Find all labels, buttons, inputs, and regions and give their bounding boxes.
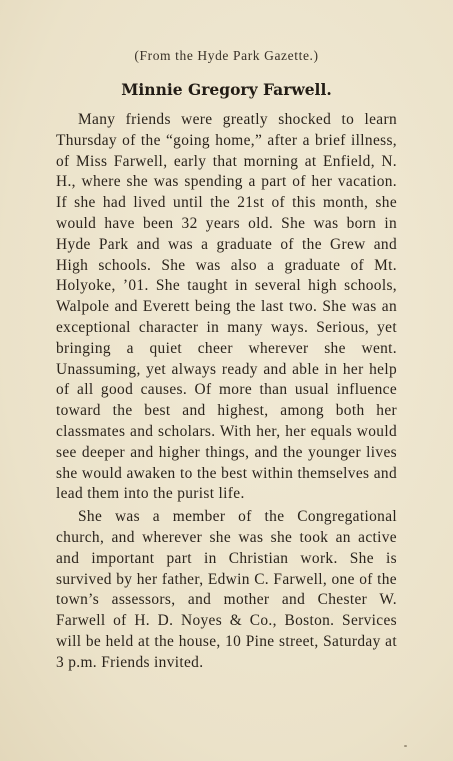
paper-speck (404, 745, 407, 747)
obituary-paragraph-1: Many friends were greatly shocked to learn Thursday of the “going home,” after a brief illness, of Miss Farwell, early that morning at Enfield, N. H., where she was spending a part of her vacation. If she had lived until the 21st of this month, she would have been 32 years old. She was born in Hyde Park and was a graduate of the Grew and High schools. She was also a graduate of Mt. Holyoke, ’01. She taught in several high schools, Walpole and Everett being the last two. She was an exceptional character in many ways. Serious, yet bringing a quiet cheer wherever she went. Unassuming, yet always ready and able in her help of all good causes. Of more than usual influence toward the best and highest, among both her classmates and scholars. With her, her equals would see deeper and higher things, and the younger lives she would awaken to the best within themselves and lead them into the purist life. (56, 111, 397, 503)
source-line: (From the Hyde Park Gazette.) (134, 48, 319, 63)
obituary-body (56, 110, 397, 674)
obituary-paragraph-2: She was a member of the Congregational church, and wherever she was she took an active and important part in Christian work. She is survived by her father, Edwin C. Farwell, one of the town’s assessors, and mother and Chester W. Farwell of H. D. Noyes & Co., Boston. Services will be held at the house, 10 Pine street, Saturday at 3 p.m. Friends invited. (56, 508, 397, 671)
obituary-headline: Minnie Gregory Farwell. (121, 80, 332, 99)
